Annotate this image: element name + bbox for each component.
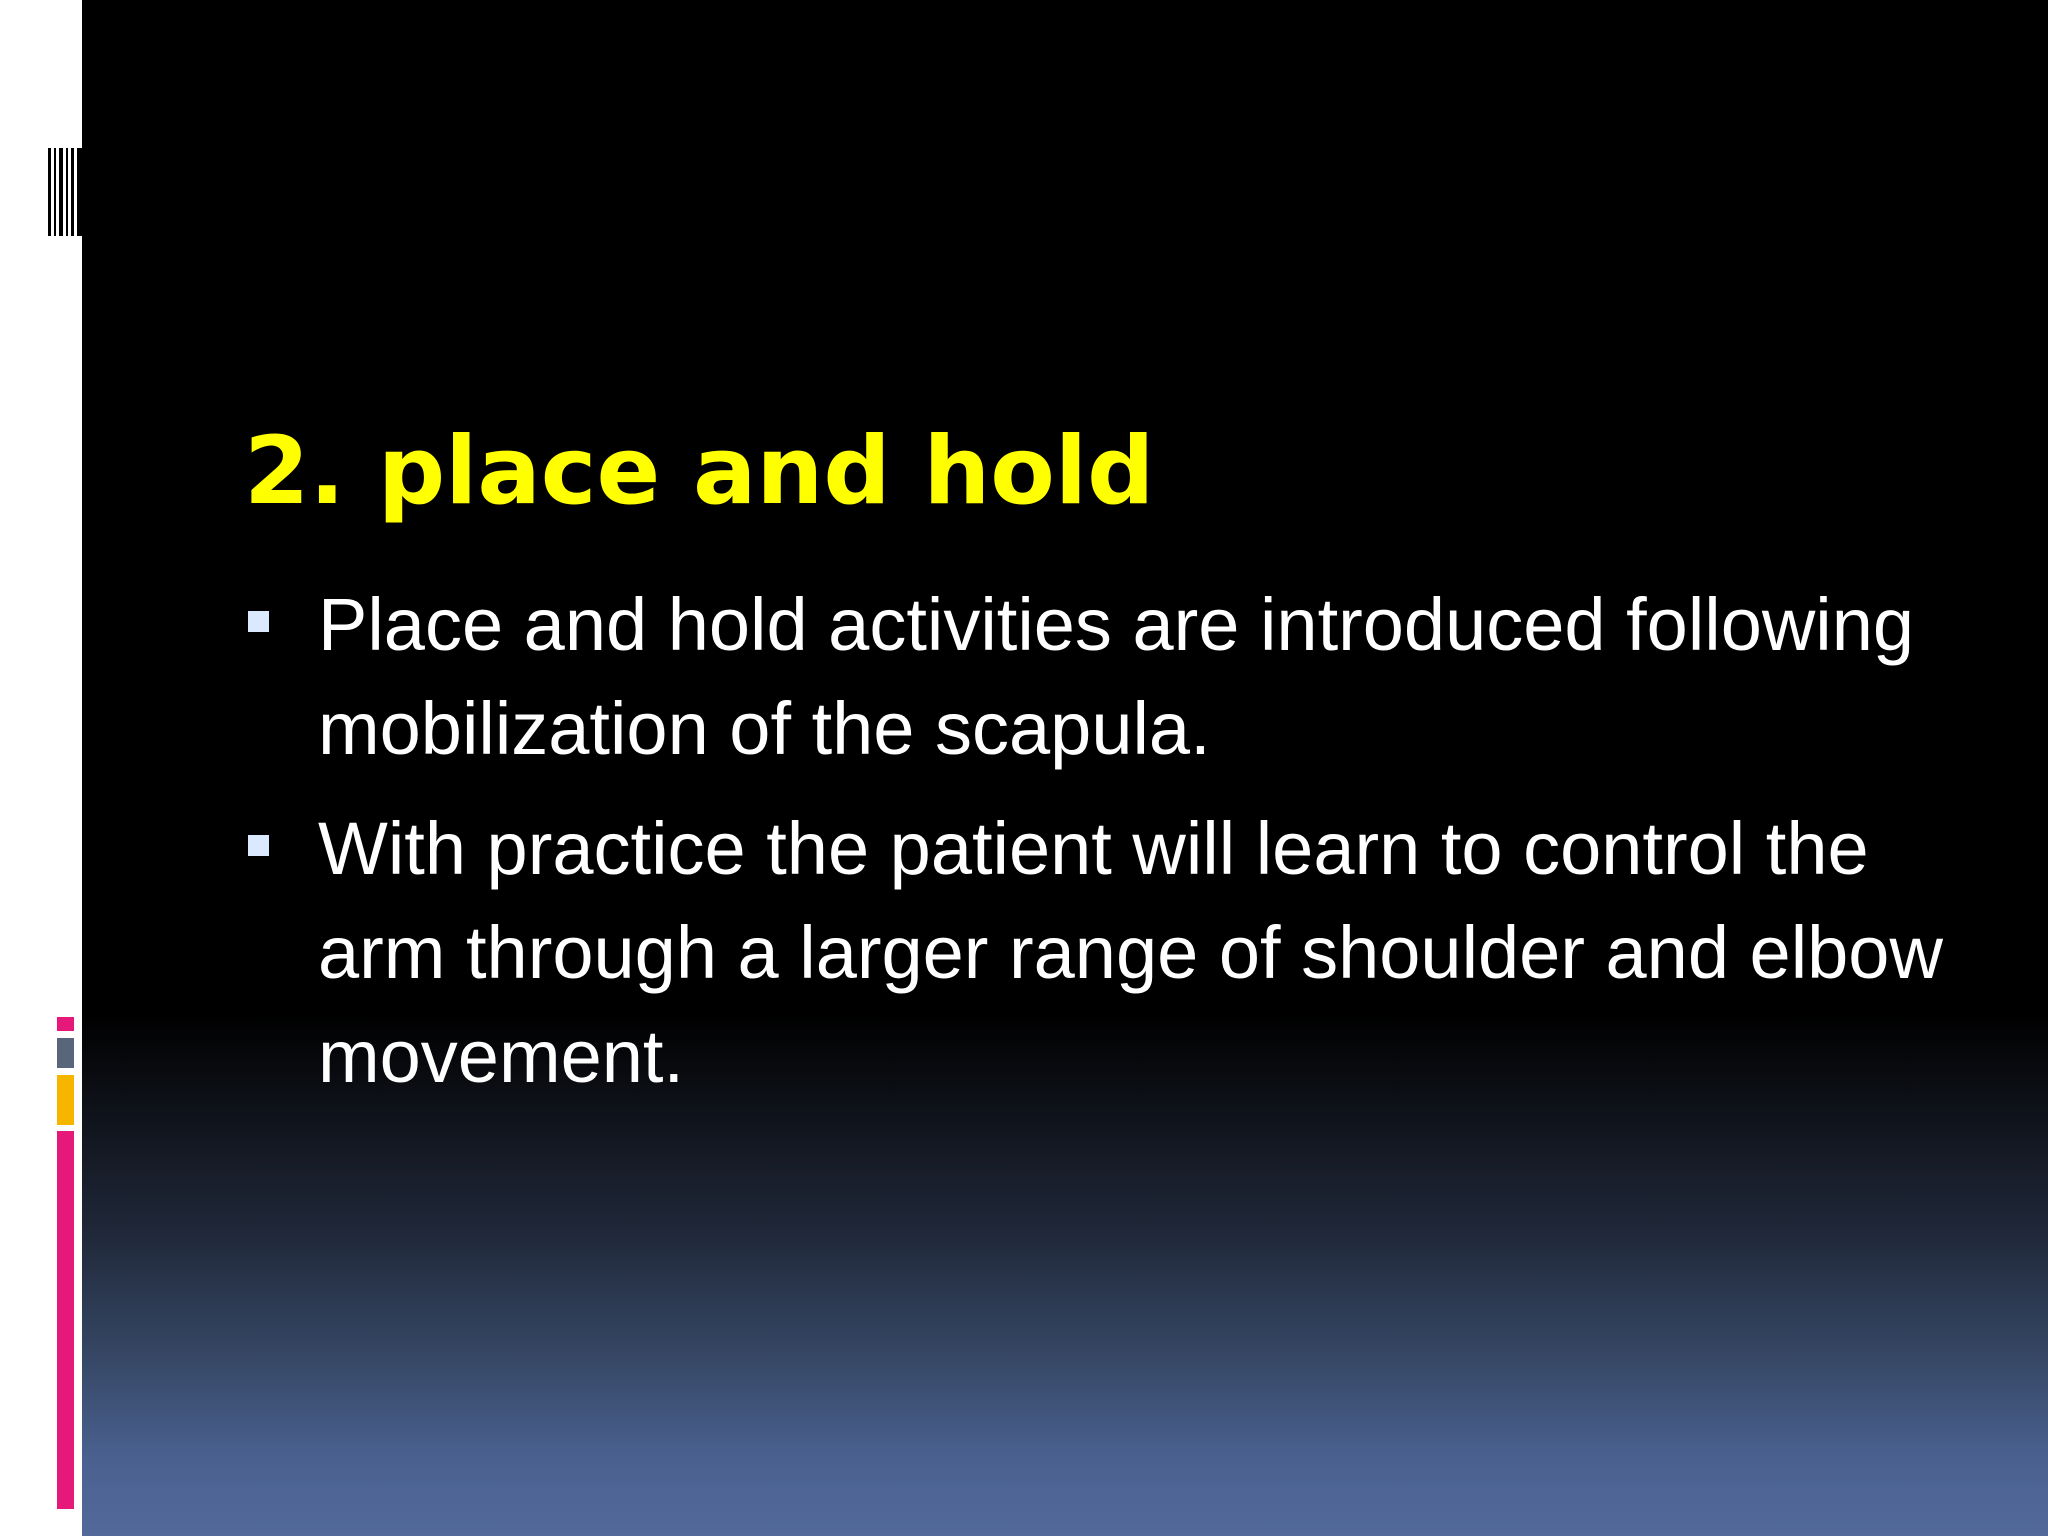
square-bullet-icon bbox=[248, 835, 269, 856]
decorative-line bbox=[71, 148, 74, 236]
square-bullet-icon bbox=[248, 611, 269, 632]
decorative-line bbox=[66, 148, 68, 236]
accent-bar-pink-small bbox=[57, 1017, 74, 1031]
decorative-line bbox=[48, 148, 51, 236]
decorative-line bbox=[59, 148, 63, 236]
bullet-list bbox=[246, 573, 1966, 1125]
slide-title: 2. place and hold bbox=[244, 417, 1155, 526]
accent-bar-pink-large bbox=[57, 1131, 74, 1509]
bullet-item bbox=[246, 573, 1966, 781]
bullet-item bbox=[246, 797, 1966, 1109]
bullet-text: Place and hold activities are introduced following mobilization of the scapula. bbox=[318, 583, 1915, 770]
decorative-lines bbox=[48, 148, 82, 236]
decorative-line bbox=[54, 148, 56, 236]
left-margin-strip bbox=[0, 0, 82, 1536]
accent-bar-gray bbox=[57, 1038, 74, 1068]
bullet-text: With practice the patient will learn to control the arm through a larger range of shoulder and elbow movement. bbox=[318, 807, 1943, 1098]
accent-bar-orange bbox=[57, 1075, 74, 1125]
